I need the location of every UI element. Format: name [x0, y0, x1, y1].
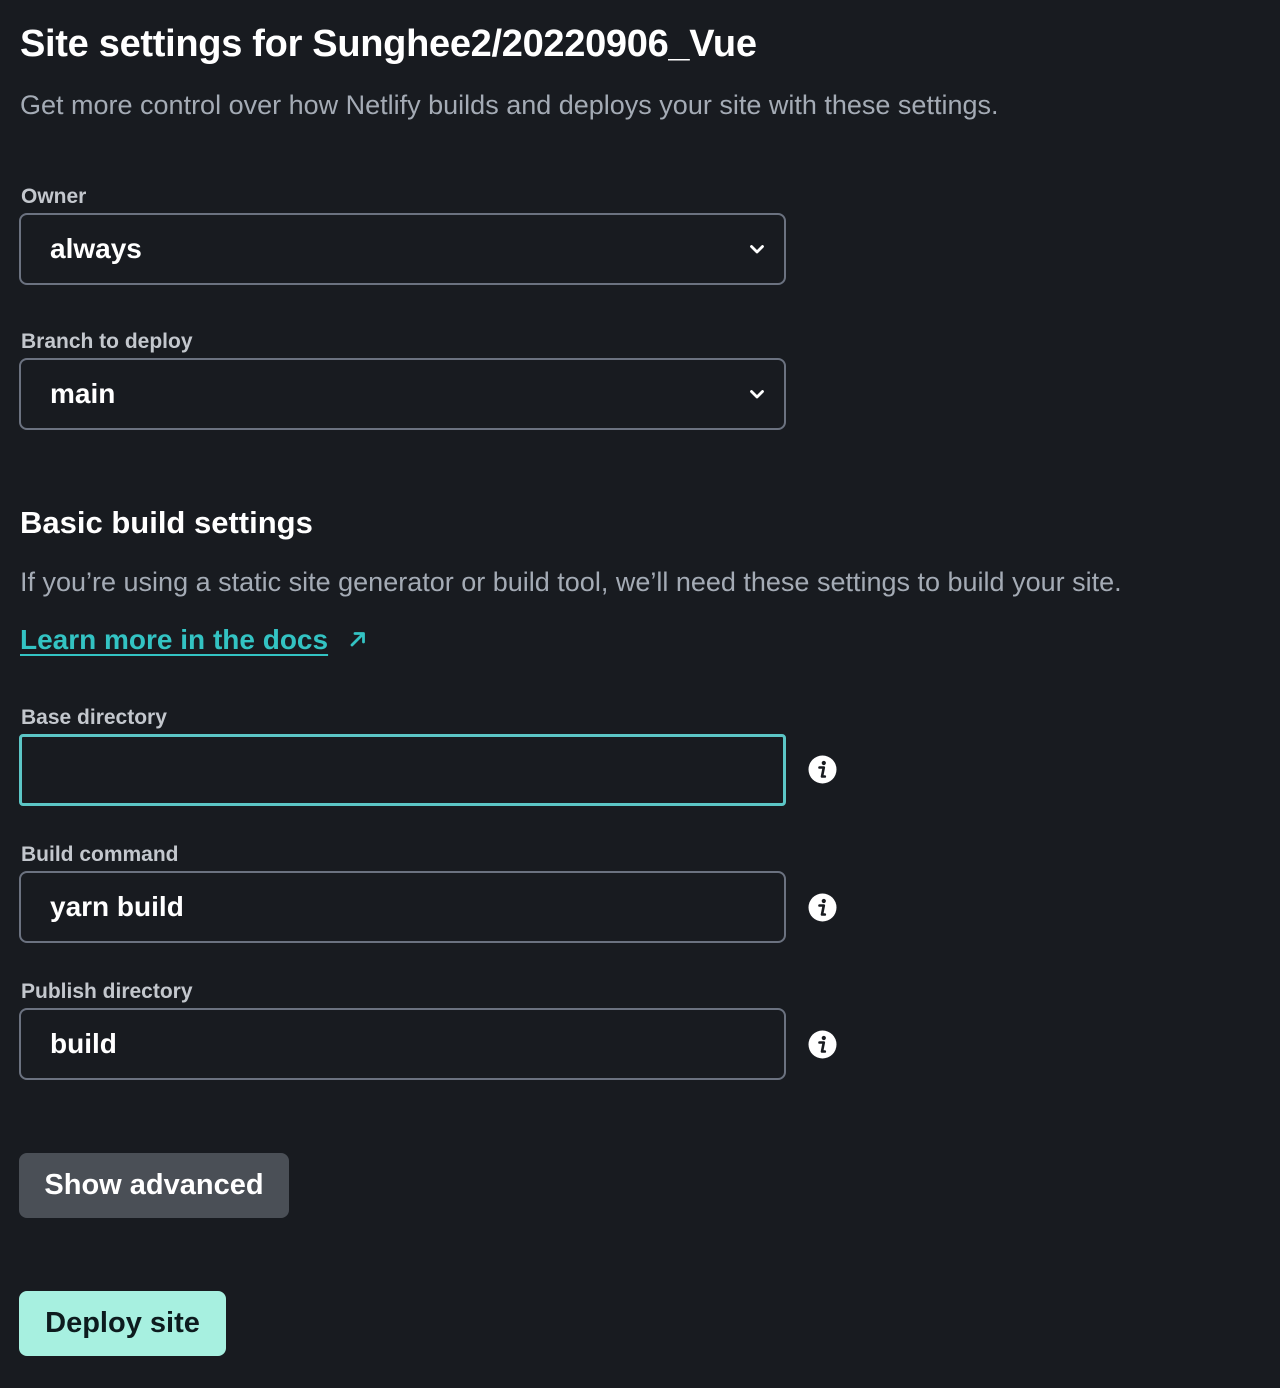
external-arrow-icon[interactable] — [347, 628, 369, 650]
chevron-down-icon — [748, 240, 766, 258]
chevron-down-icon — [748, 385, 766, 403]
base-directory-label: Base directory — [21, 706, 167, 729]
publish-directory-field[interactable] — [19, 1008, 786, 1080]
page-subtitle: Get more control over how Netlify builds and deploys your site with these settings. — [20, 90, 999, 120]
base-directory-input[interactable] — [51, 737, 783, 803]
branch-value: main — [50, 378, 116, 409]
branch-label: Branch to deploy — [21, 330, 193, 353]
owner-label: Owner — [21, 185, 87, 208]
info-icon[interactable] — [808, 893, 837, 922]
publish-directory-input[interactable] — [50, 1010, 784, 1078]
page-title: Site settings for Sunghee2/20220906_Vue — [20, 23, 757, 65]
show-advanced-button[interactable]: Show advanced — [19, 1153, 289, 1218]
branch-select[interactable] — [19, 358, 786, 430]
base-directory-field[interactable] — [19, 734, 786, 806]
deploy-site-button[interactable]: Deploy site — [19, 1291, 226, 1356]
info-icon[interactable] — [808, 1030, 837, 1059]
info-icon[interactable] — [808, 755, 837, 784]
build-settings-description: If you’re using a static site generator or build tool, we’ll need these settings to build your site. — [20, 567, 1122, 597]
build-command-label: Build command — [21, 843, 179, 866]
publish-directory-label: Publish directory — [21, 980, 193, 1003]
owner-value: always — [50, 233, 142, 264]
build-command-input[interactable] — [50, 873, 784, 941]
build-command-field[interactable] — [19, 871, 786, 943]
owner-select[interactable] — [19, 213, 786, 285]
docs-link[interactable]: Learn more in the docs — [20, 624, 329, 655]
build-settings-heading: Basic build settings — [20, 505, 313, 540]
